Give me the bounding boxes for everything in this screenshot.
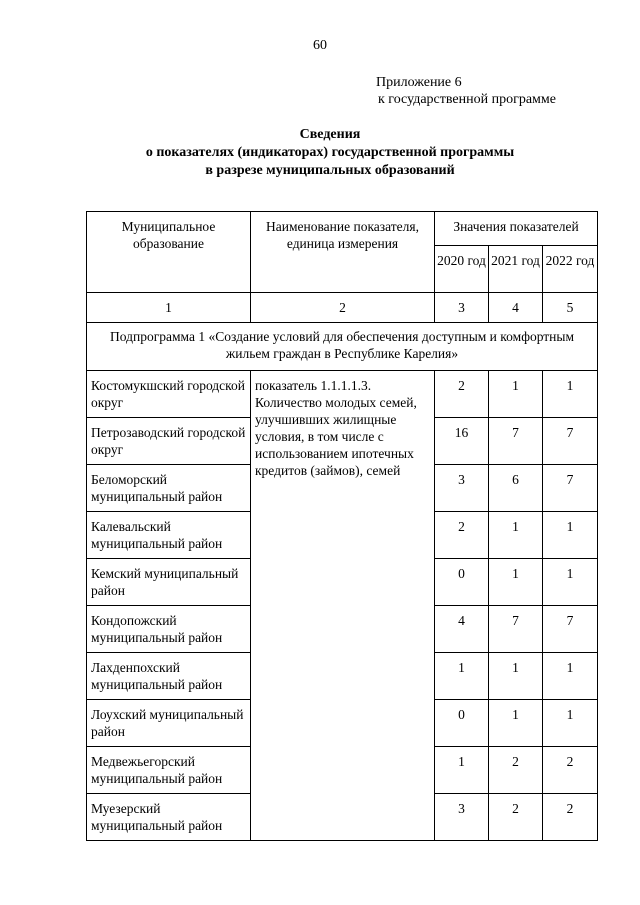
value-2022-cell: 7 [543,465,598,512]
value-2020-cell: 1 [435,653,489,700]
municipality-cell: Лахденпохский муниципальный район [87,653,251,700]
municipality-cell: Беломорский муниципальный район [87,465,251,512]
value-2020-cell: 2 [435,371,489,418]
appendix-reference [376,74,556,108]
municipality-cell: Петрозаводский городской округ [87,418,251,465]
municipality-cell: Муезерский муниципальный район [87,794,251,841]
municipality-cell: Кемский муниципальный район [87,559,251,606]
document-title [0,126,640,180]
indicators-table [86,211,598,841]
municipality-cell: Медвежьегорский муниципальный район [87,747,251,794]
column-number: 1 [87,293,251,323]
value-2021-cell: 2 [489,747,543,794]
header-row [87,212,598,246]
title-line-2: о показателях (индикаторах) государственной программы [145,145,515,160]
value-2020-cell: 16 [435,418,489,465]
value-2021-cell: 1 [489,653,543,700]
value-2021-cell: 1 [489,512,543,559]
value-2022-cell: 1 [543,512,598,559]
value-2020-cell: 0 [435,700,489,747]
value-2022-cell: 7 [543,606,598,653]
header-year-2022: 2022 год [543,246,598,293]
appendix-line-2: к государственной программе [378,92,556,107]
value-2021-cell: 1 [489,700,543,747]
header-year-2020: 2020 год [435,246,489,293]
municipality-cell: Калевальский муниципальный район [87,512,251,559]
value-2022-cell: 1 [543,371,598,418]
value-2022-cell: 2 [543,747,598,794]
municipality-cell: Лоухский муниципальный район [87,700,251,747]
value-2020-cell: 0 [435,559,489,606]
header-municipality: Муниципальное образование [87,212,251,293]
value-2020-cell: 2 [435,512,489,559]
header-values: Значения показателей [435,212,598,246]
value-2022-cell: 1 [543,653,598,700]
value-2022-cell: 2 [543,794,598,841]
title-line-1: Сведения [299,127,361,142]
value-2020-cell: 1 [435,747,489,794]
municipality-cell: Костомукшский городской округ [87,371,251,418]
column-number: 5 [543,293,598,323]
value-2020-cell: 4 [435,606,489,653]
value-2022-cell: 1 [543,559,598,606]
header-indicator: Наименование показателя, единица измерения [251,212,435,293]
value-2021-cell: 6 [489,465,543,512]
column-number: 2 [251,293,435,323]
table-row [87,371,598,418]
appendix-line-1: Приложение 6 [376,75,462,90]
value-2022-cell: 1 [543,700,598,747]
value-2020-cell: 3 [435,794,489,841]
subprogram-row [87,323,598,371]
value-2021-cell: 1 [489,559,543,606]
value-2021-cell: 2 [489,794,543,841]
header-year-2021: 2021 год [489,246,543,293]
column-number: 4 [489,293,543,323]
column-numbers-row [87,293,598,323]
value-2021-cell: 7 [489,606,543,653]
title-line-3: в разрезе муниципальных образований [205,163,455,178]
column-number: 3 [435,293,489,323]
municipality-cell: Кондопожский муниципальный район [87,606,251,653]
subprogram-title: Подпрограмма 1 «Создание условий для обеспечения доступным и комфортным жильем граждан в Республике Карелия» [87,323,598,371]
indicator-name-cell: показатель 1.1.1.1.3. Количество молодых семей, улучшивших жилищные условия, в том числе с использованием ипотечных кредитов (займов), семей [251,371,435,841]
value-2021-cell: 7 [489,418,543,465]
value-2021-cell: 1 [489,371,543,418]
value-2022-cell: 7 [543,418,598,465]
indicators-table-body [87,212,598,841]
page-number: 60 [313,38,327,53]
value-2020-cell: 3 [435,465,489,512]
